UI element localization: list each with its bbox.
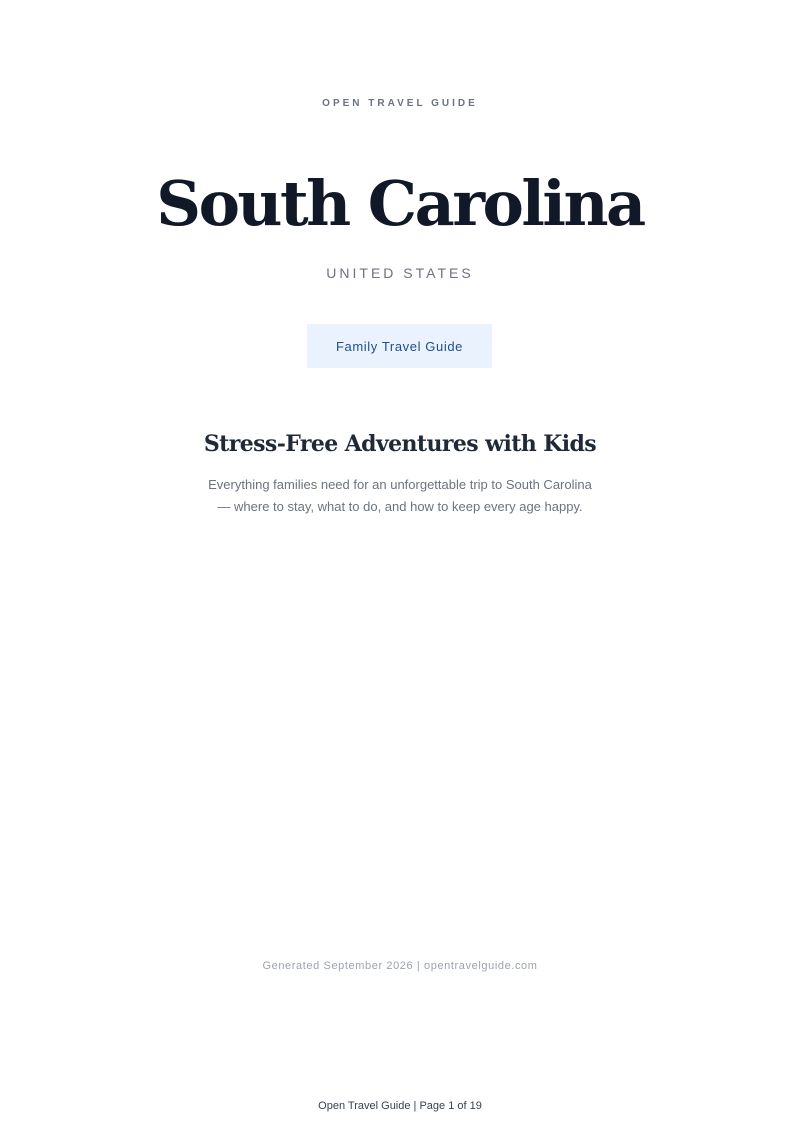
site-eyebrow: OPEN TRAVEL GUIDE: [322, 98, 478, 109]
page-title: South Carolina: [156, 167, 644, 240]
guide-type-badge: Family Travel Guide: [307, 324, 492, 368]
generated-note: Generated September 2026 | opentravelguide.com: [262, 960, 538, 972]
page-footer: Open Travel Guide | Page 1 of 19: [318, 1100, 482, 1112]
intro-description: Everything families need for an unforgettable trip to South Carolina — where to stay, what to do, and how to keep every age happy.: [208, 477, 592, 514]
country-label: UNITED STATES: [326, 265, 474, 281]
section-subtitle: Stress-Free Adventures with Kids: [203, 431, 597, 457]
